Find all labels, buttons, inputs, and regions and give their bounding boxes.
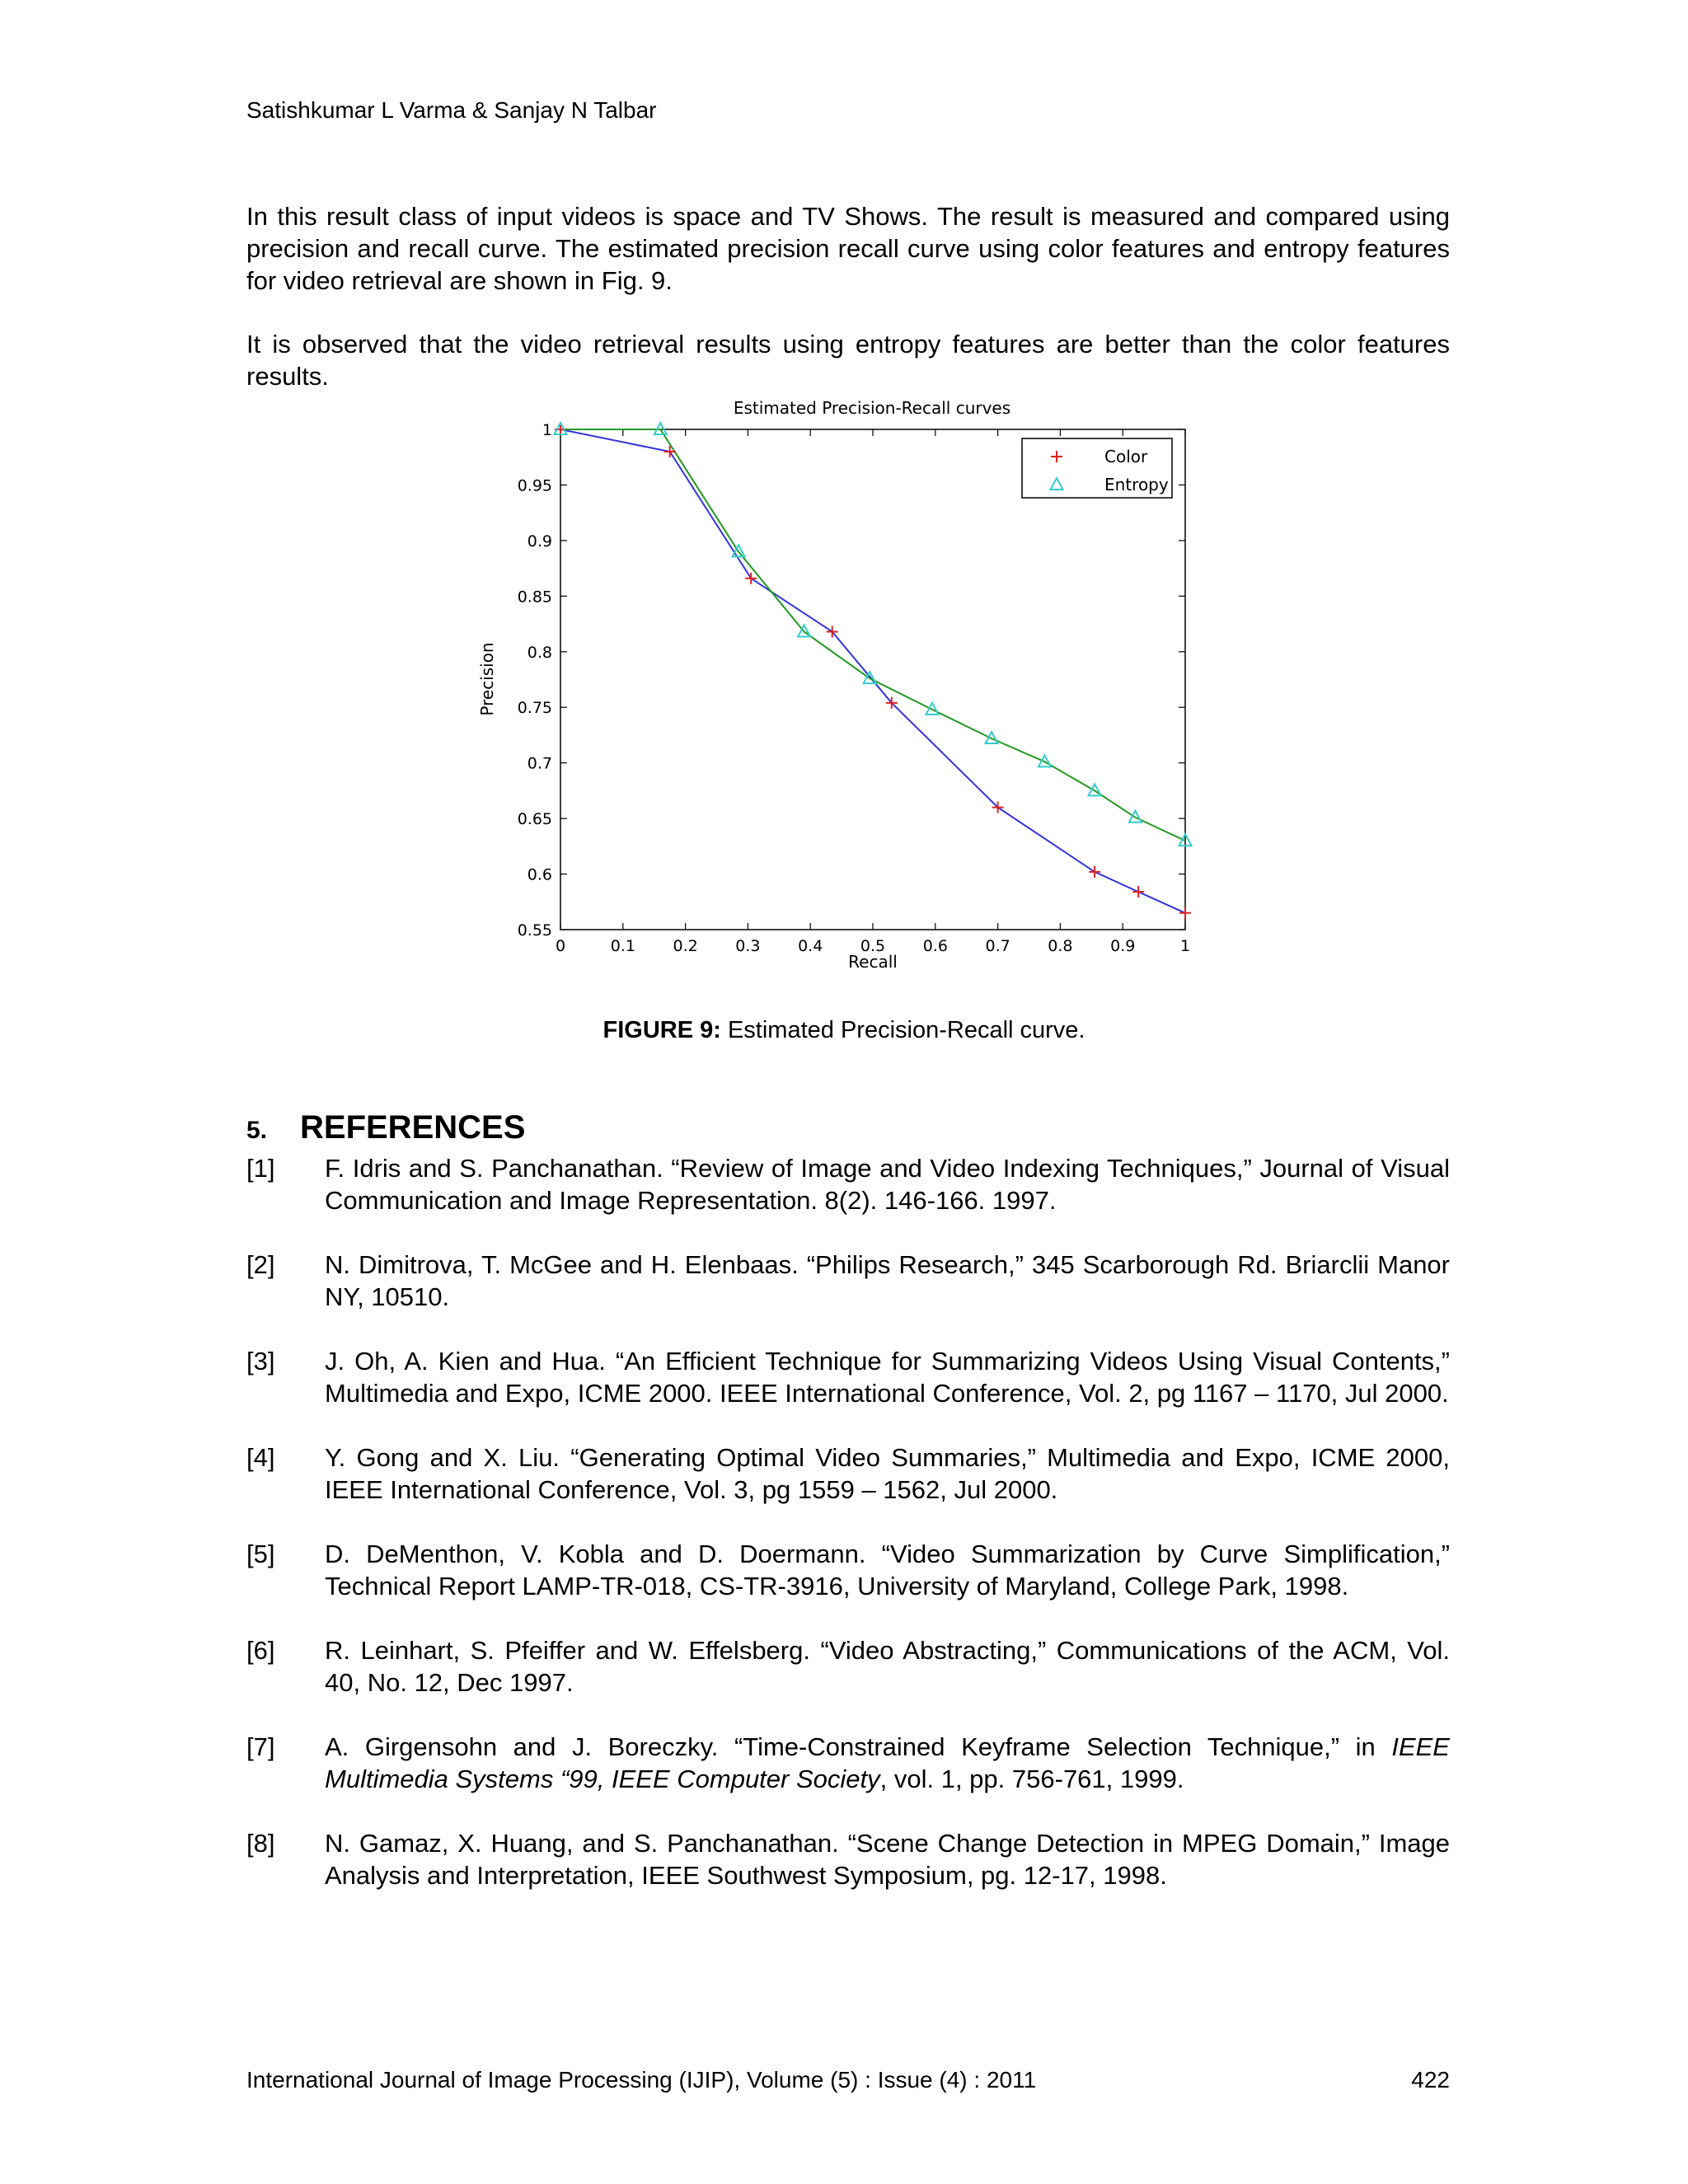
reference-text: N. Gamaz, X. Huang, and S. Panchanathan. “Scene Change Detection in MPEG Domain,” Image Analysis and Interpretation, IEEE Southwest Symposium, pg. 12-17, 1998. — [325, 1829, 1450, 1890]
precision-recall-figure — [470, 392, 1195, 986]
x-tick-label: 0.8 — [1048, 937, 1073, 955]
chart-legend — [1022, 438, 1172, 498]
y-tick-label: 0.85 — [517, 588, 552, 607]
reference-number: [6] — [246, 1636, 275, 1665]
reference-item — [246, 1249, 1450, 1313]
reference-number: [2] — [246, 1250, 275, 1279]
y-axis-label: Precision — [477, 642, 497, 716]
page-number: 422 — [1411, 2067, 1450, 2093]
reference-text: Y. Gong and X. Liu. “Generating Optimal Video Summaries,” Multimedia and Expo, ICME 2000, IEEE International Conference, Vol. 3, pg 1559 – 1562, Jul 2000. — [325, 1443, 1450, 1504]
reference-number: [5] — [246, 1540, 275, 1568]
y-tick-label: 0.65 — [517, 810, 552, 829]
y-tick-label: 0.95 — [517, 476, 552, 495]
reference-list — [246, 1152, 1450, 1924]
precision-recall-chart — [470, 392, 1195, 986]
reference-number: [7] — [246, 1732, 275, 1761]
x-tick-label: 0.4 — [798, 937, 823, 955]
section-number: 5. — [246, 1117, 268, 1144]
x-tick-label: 0.7 — [985, 937, 1010, 955]
reference-text: J. Oh, A. Kien and Hua. “An Efficient Technique for Summarizing Videos Using Visual Contents,” Multimedia and Expo, ICME 2000. IEEE International Conference, Vol. 2, pg 1167 – 1170, Jul 2000. — [325, 1347, 1450, 1408]
page-footer — [246, 2067, 1450, 2093]
legend-label-color: Color — [1104, 447, 1148, 466]
reference-text: F. Idris and S. Panchanathan. “Review of Image and Video Indexing Techniques,” Journal of Visual Communication and Image Representation. 8(2). 146-166. 1997. — [325, 1154, 1450, 1215]
x-axis-label: Recall — [848, 952, 898, 972]
x-tick-label: 1 — [1179, 937, 1191, 955]
reference-text: A. Girgensohn and J. Boreczky. “Time-Constrained Keyframe Selection Technique,” in IEEE Multimedia Systems “99, IEEE Computer Society, vol. 1, pp. 756-761, 1999. — [325, 1732, 1450, 1793]
x-tick-label: 0.1 — [610, 937, 635, 955]
reference-item — [246, 1827, 1450, 1891]
figure-caption-label: FIGURE 9: — [603, 1017, 721, 1043]
chart-title: Estimated Precision-Recall curves — [733, 398, 1011, 418]
x-tick-label: 0.5 — [860, 937, 886, 955]
reference-item — [246, 1538, 1450, 1602]
reference-item — [246, 1441, 1450, 1506]
figure-caption-text: Estimated Precision-Recall curve. — [720, 1017, 1085, 1043]
body-paragraph-1: In this result class of input videos is space and TV Shows. The result is measured and compared using precision and recall curve. The estimated precision recall curve using color features and entropy features for video retrieval are shown in Fig. 9. — [246, 202, 1450, 295]
y-tick-label: 0.8 — [527, 643, 552, 662]
x-tick-label: 0.3 — [735, 937, 761, 955]
y-tick-label: 0.7 — [527, 754, 552, 773]
legend-label-entropy: Entropy — [1104, 475, 1169, 494]
y-tick-label: 0.9 — [527, 532, 552, 551]
x-tick-label: 0.9 — [1110, 937, 1136, 955]
reference-number: [8] — [246, 1829, 275, 1858]
reference-item — [246, 1634, 1450, 1699]
reference-number: [4] — [246, 1443, 275, 1472]
reference-text: R. Leinhart, S. Pfeiffer and W. Effelsberg. “Video Abstracting,” Communications of the ACM, Vol. 40, No. 12, Dec 1997. — [325, 1636, 1450, 1697]
reference-number: [3] — [246, 1347, 275, 1376]
figure-caption — [0, 1017, 1688, 1044]
x-tick-label: 0 — [555, 937, 566, 955]
reference-text: N. Dimitrova, T. McGee and H. Elenbaas. “Philips Research,” 345 Scarborough Rd. Briarclii Manor NY, 10510. — [325, 1250, 1450, 1311]
x-tick-label: 0.6 — [922, 937, 948, 955]
footer-journal: International Journal of Image Processing (IJIP), Volume (5) : Issue (4) : 2011 — [246, 2067, 1037, 2093]
section-heading — [246, 1109, 525, 1146]
reference-text: D. DeMenthon, V. Kobla and D. Doermann. “Video Summarization by Curve Simplification,” Technical Report LAMP-TR-018, CS-TR-3916, University of Maryland, College Park, 1998. — [325, 1540, 1450, 1601]
y-tick-label: 0.6 — [527, 865, 552, 884]
reference-number: [1] — [246, 1154, 275, 1183]
running-header: Satishkumar L Varma & Sanjay N Talbar — [246, 97, 657, 123]
reference-item — [246, 1345, 1450, 1409]
x-tick-label: 0.2 — [673, 937, 698, 955]
reference-item — [246, 1152, 1450, 1216]
y-tick-label: 1 — [542, 421, 552, 439]
section-title: REFERENCES — [300, 1109, 526, 1146]
y-tick-label: 0.55 — [517, 921, 552, 940]
y-tick-label: 0.75 — [517, 699, 552, 718]
body-paragraph-2: It is observed that the video retrieval results using entropy features are better than the color features results. — [246, 330, 1450, 391]
reference-item — [246, 1731, 1450, 1795]
